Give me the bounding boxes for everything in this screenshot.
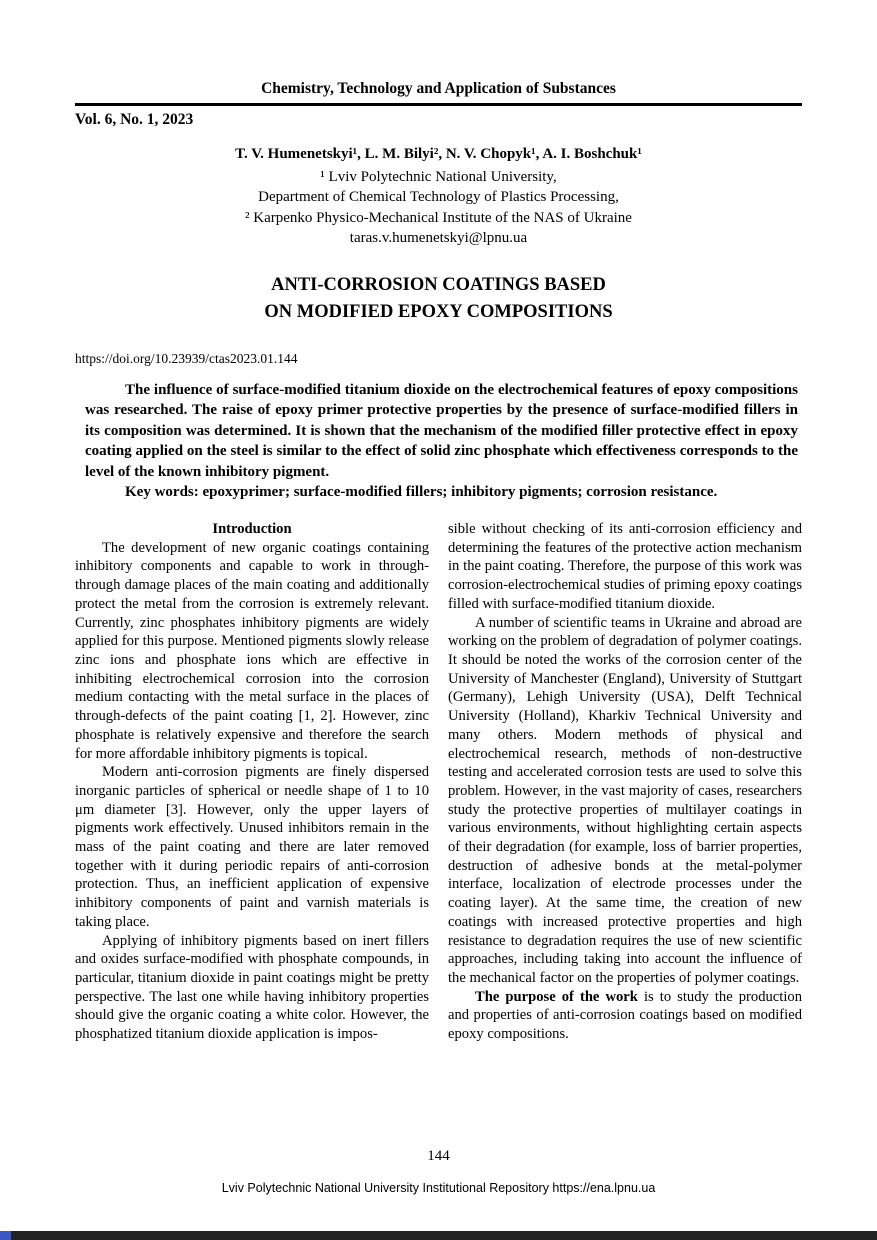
paragraph-intro-1: The development of new organic coatings containing inhibitory components and capable to work in through-through damage places of the main coating and additionally protect the metal from the corrosion is extremely relevant. Currently, zinc phosphates inhibitory pigments are widely applied for this purpose. Mentioned pigments slowly release zinc ions and phosphate ions which are effective in inhibiting electrochemical corrosion into the corrosion medium contacting with the metal surface in the places of through-defects of the paint coating [1, 2]. However, zinc phosphate is relatively expensive and therefore the search for more affordable inhibitory pigments is topical.	[75, 539, 429, 762]
paragraph-purpose	[448, 988, 802, 1044]
page-number: 144	[427, 1148, 450, 1164]
bottom-edge-bar	[0, 1231, 877, 1240]
journal-title: Chemistry, Technology and Application of Substances	[261, 80, 616, 97]
bottom-edge-accent	[0, 1231, 11, 1240]
paragraph-intro-3: Applying of inhibitory pigments based on inert fillers and oxides surface-modified with phosphate compounds, in particular, titanium dioxide in paint coatings might be pretty perspective. The last one while having inhibitory properties should give the organic coating a white color. However, the phosphatized titanium dioxide application is impos-	[75, 932, 429, 1043]
purpose-lead-in: The purpose of the work	[475, 988, 638, 1005]
purpose-rest: is to study the production and properties of anti-corrosion coatings based on modified epoxy compositions.	[448, 988, 802, 1043]
repository-link-line[interactable]: Lviv Polytechnic National University Institutional Repository https://ena.lpnu.ua	[221, 1181, 656, 1195]
paragraph-intro-3-continued: sible without checking of its anti-corrosion efficiency and determining the features of the protective action mechanism in the paint coating. Therefore, the purpose of this work was corrosion-electrochemical studies of priming epoxy coatings filled with surface-modified titanium dioxide.	[448, 521, 802, 612]
right-column	[448, 520, 802, 1044]
authors-block	[75, 144, 802, 249]
section-heading-introduction: Introduction	[212, 521, 292, 538]
article-title	[75, 272, 802, 326]
abstract-block	[75, 380, 802, 504]
keywords-line: Key words: epoxyprimer; surface-modified fillers; inhibitory pigments; corrosion resistance.	[125, 484, 718, 501]
affiliation-1-department: Department of Chemical Technology of Plastics Processing,	[258, 189, 619, 205]
article-title-line1: ANTI-CORROSION COATINGS BASED	[271, 274, 606, 295]
paragraph-intro-2: Modern anti-corrosion pigments are finely dispersed inorganic particles of spherical or needle shape of 1 to 10 μm diameter [3]. However, only the upper layers of pigments work effectively. Unused inhibitors remain in the mass of the paint coating and there are later removed together with it during periodic repairs of anti-corrosion protection. Thus, an inefficient application of expensive inhibitory components of paint and varnish materials is taking place.	[75, 764, 429, 930]
abstract-text: The influence of surface-modified titanium dioxide on the electrochemical features of epoxy compositions was researched. The raise of epoxy primer protective properties by the presence of surface-modified fillers in its composition was determined. It is shown that the mechanism of the modified filler protective effect in epoxy coating applied on the steel is similar to the effect of solid zinc phosphate which effectiveness corresponds to the level of the known inhibitory pigment.	[85, 381, 798, 480]
affiliation-2: ² Karpenko Physico-Mechanical Institute of the NAS of Ukraine	[245, 209, 632, 226]
header-rule	[75, 103, 802, 106]
left-column	[75, 520, 429, 1044]
affiliation-1: ¹ Lviv Polytechnic National University,	[320, 168, 557, 185]
authors-line: T. V. Humenetskyi¹, L. M. Bilyi², N. V. Chopyk¹, A. I. Boshchuk¹	[235, 146, 642, 162]
volume-info: Vol. 6, No. 1, 2023	[75, 111, 194, 128]
author-email-link[interactable]: taras.v.humenetskyi@lpnu.ua	[349, 230, 528, 246]
paragraph-intro-4: A number of scientific teams in Ukraine and abroad are working on the problem of degradation of polymer coatings. It should be noted the works of the corrosion center of the University of Manchester (England), University of Stuttgart (Germany), Lehigh University (USA), Delft Technical University (Holland), Kharkiv Technical University and many others. Modern methods of physical and electrochemical research, methods of non-destructive testing and accelerated corrosion tests are used to solve this problem. However, in the vast majority of cases, researchers study the protective properties of multilayer coatings in various environments, without highlighting certain aspects of their degradation (for example, loss of barrier properties, destruction of adhesive bonds at the metal-polymer interface, localization of electrode processes under the coating layer). At the same time, the creation of new coatings with increased protective properties and high resistance to degradation requires the use of new scientific approaches, including taking into account the influence of the mechanical factor on the properties of polymer coatings.	[448, 614, 802, 986]
two-column-body	[75, 520, 802, 1044]
article-title-line2: ON MODIFIED EPOXY COMPOSITIONS	[264, 301, 613, 322]
doi-link[interactable]: https://doi.org/10.23939/ctas2023.01.144	[75, 350, 298, 366]
